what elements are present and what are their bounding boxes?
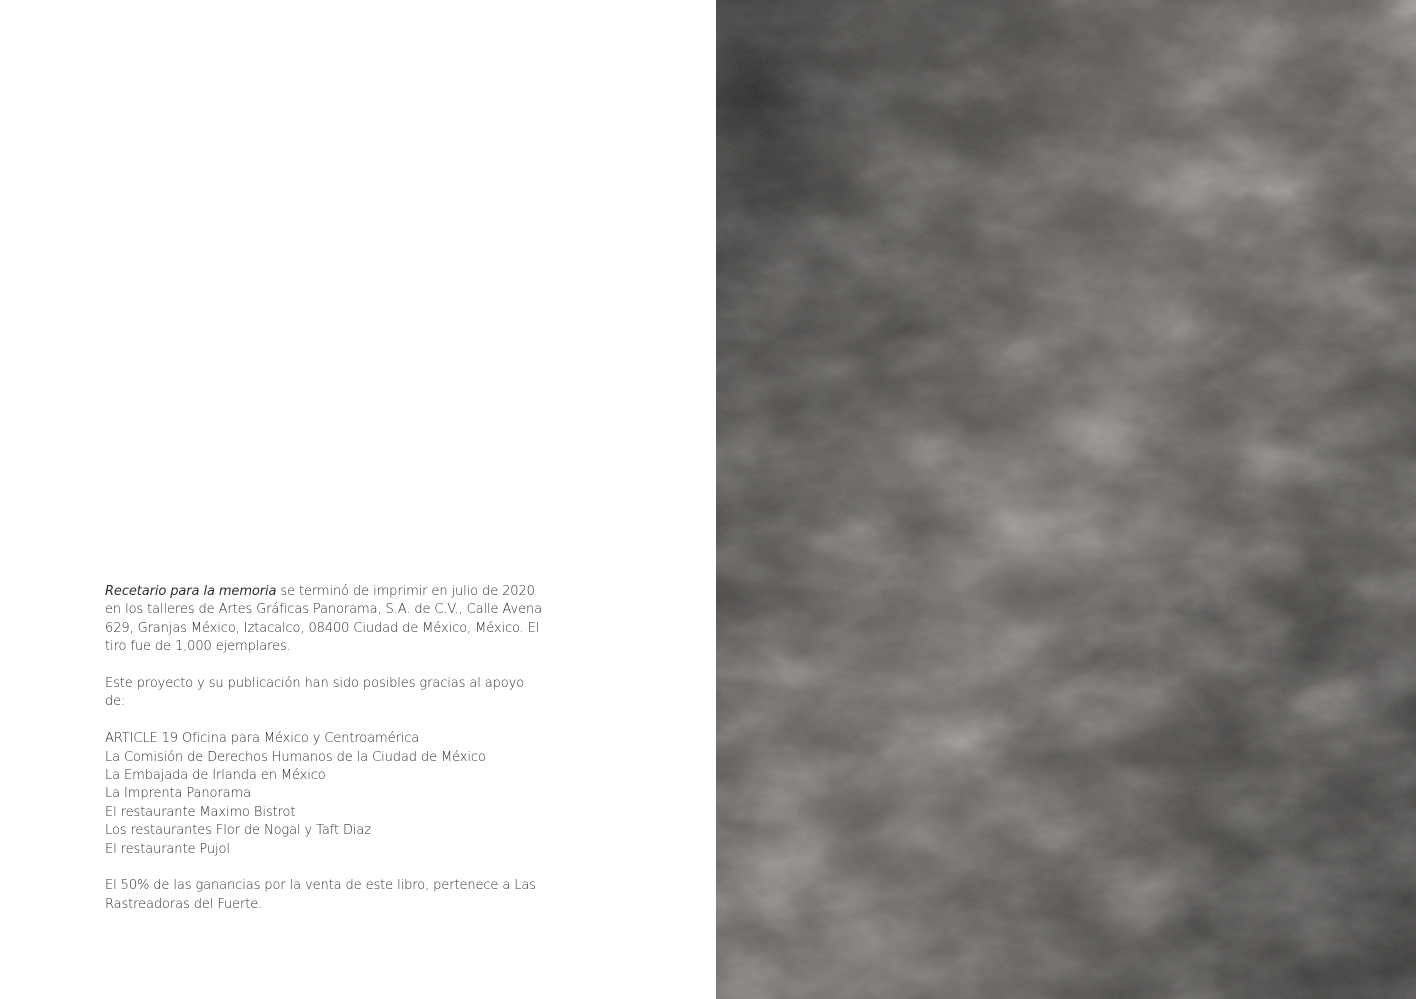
supporter-item: El restaurante Pujol [105, 841, 230, 857]
printing-paragraph [105, 583, 545, 657]
terrain-grain [716, 0, 1416, 999]
book-title: Recetario para la memoria [105, 584, 277, 599]
supporter-list [105, 730, 545, 859]
proceeds-note: El 50% de las ganancias por la venta de este libro, pertenece a Las Rastreadoras del Fuerte. [105, 878, 536, 912]
supporter-item: Los restaurantes Flor de Nogal y Taft Diaz [105, 823, 372, 839]
colophon-text-block [105, 583, 545, 933]
supporter-item: ARTICLE 19 Oficina para México y Centroamérica [105, 731, 420, 747]
terrain-image [716, 0, 1416, 999]
support-intro: Este proyecto y su publicación han sido posibles gracias al apoyo de: [105, 676, 525, 710]
supporter-item: El restaurante Maximo Bistrot [105, 804, 296, 820]
supporter-item: La Comisión de Derechos Humanos de la Ciudad de México [105, 749, 486, 765]
supporter-item: La Imprenta Panorama [105, 786, 251, 802]
supporter-item: La Embajada de Irlanda en México [105, 768, 326, 784]
printing-statement: se terminó de imprimir en julio de 2020 en los talleres de Artes Gráficas Panorama, S.A. de C.V., Calle Avena 629, Granjas México, Iztacalco, 08400 Ciudad de México, México. El tiro fue de 1,000 ejemplares. [105, 584, 542, 655]
aerial-terrain-photo [716, 0, 1416, 999]
